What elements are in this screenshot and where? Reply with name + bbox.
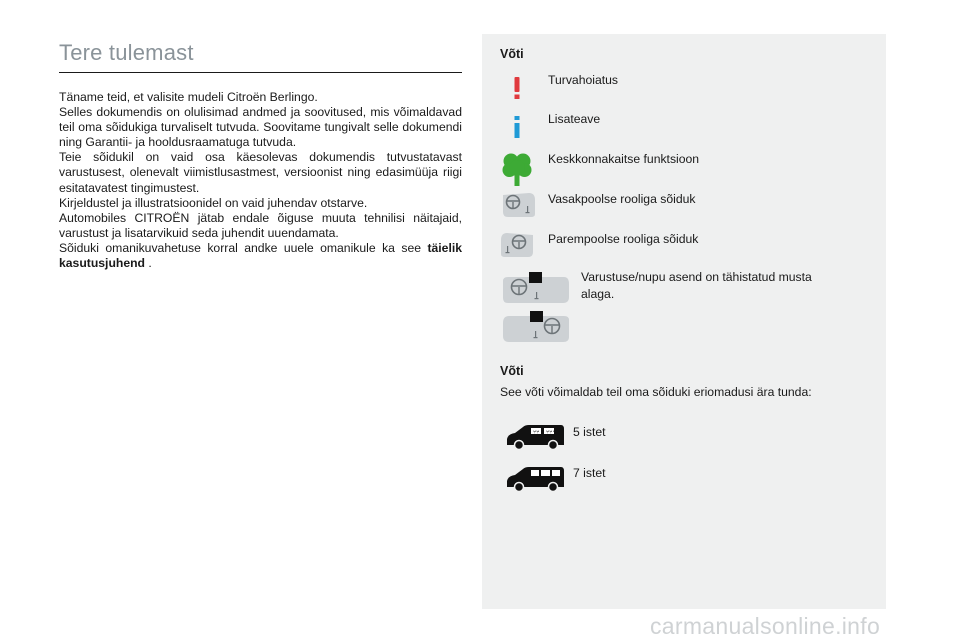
- watermark: carmanualsonline.info: [650, 613, 881, 639]
- left-hand-drive-icon: [502, 192, 536, 223]
- key-item-label: Parempoolse rooliga sõiduk: [548, 232, 699, 246]
- key-heading-2: Võti: [500, 364, 524, 378]
- intro-text-end: .: [145, 256, 152, 271]
- key-item-label: Lisateave: [548, 112, 601, 126]
- tree-icon: [502, 151, 532, 192]
- intro-paragraph: Täname teid, et valisite mudeli Citroën Berlingo.: [59, 90, 318, 104]
- exclamation-icon: [509, 76, 525, 105]
- key-item-label: Turvahoiatus: [548, 73, 619, 87]
- seat-option-label: 5 istet: [573, 425, 606, 439]
- key-heading: Võti: [500, 47, 524, 61]
- intro-paragraph: Teie sõidukil on vaid osa käesolevas dokumendis tutvustatavast varustusest, olenevalt viimistlusastmest, versioonist ning edasimüüja riigi esitatavatest tingimustest.: [59, 150, 462, 195]
- intro-paragraph: [59, 241, 462, 271]
- key-item-label: Vasakpoolse rooliga sõiduk: [548, 192, 696, 206]
- van-7-seats-icon: [505, 465, 565, 498]
- manual-link-text: täielik kasutusjuhend: [59, 240, 462, 271]
- intro-text-span: Sõiduki omanikuvahetuse korral andke uuele omanikule ka see: [59, 240, 428, 255]
- key-description: See võti võimaldab teil oma sõiduki eriomadusi ära tunda:: [500, 385, 812, 399]
- title-divider: [59, 72, 462, 73]
- intro-paragraph: Kirjeldustel ja illustratsioonidel on vaid juhendav otstarve.: [59, 195, 368, 210]
- svg-text:⑂⑂: ⑂⑂: [533, 429, 540, 436]
- key-item-label: Varustuse/nupu asend on tähistatud musta alaga.: [581, 270, 812, 301]
- intro-paragraph: Automobiles CITROËN jätab endale õiguse muuta tehnilisi näitajaid, varustust ja lisatarvikuid seda juhendit uuendamata.: [59, 210, 462, 240]
- info-icon: [509, 115, 525, 144]
- van-5-seats-icon: [505, 423, 565, 456]
- control-position-rhd-icon: [502, 311, 570, 348]
- svg-text:⑂⑂⑂: ⑂⑂⑂: [546, 429, 556, 436]
- control-position-icon: [502, 272, 570, 309]
- page-title: Tere tulemast: [59, 40, 194, 65]
- intro-text: [59, 90, 462, 271]
- intro-paragraph: Selles dokumendis on olulisimad andmed ja soovitused, mis võimaldavad teil oma sõidukiga turvaliselt tutvuda. Soovitame tungivalt selle dokumendi ning Garantii- ja hooldusraamatuga tutvuda.: [59, 105, 462, 150]
- right-hand-drive-icon: [500, 232, 534, 263]
- key-item-label: Keskkonnakaitse funktsioon: [548, 152, 700, 166]
- seat-option-label: 7 istet: [573, 466, 606, 480]
